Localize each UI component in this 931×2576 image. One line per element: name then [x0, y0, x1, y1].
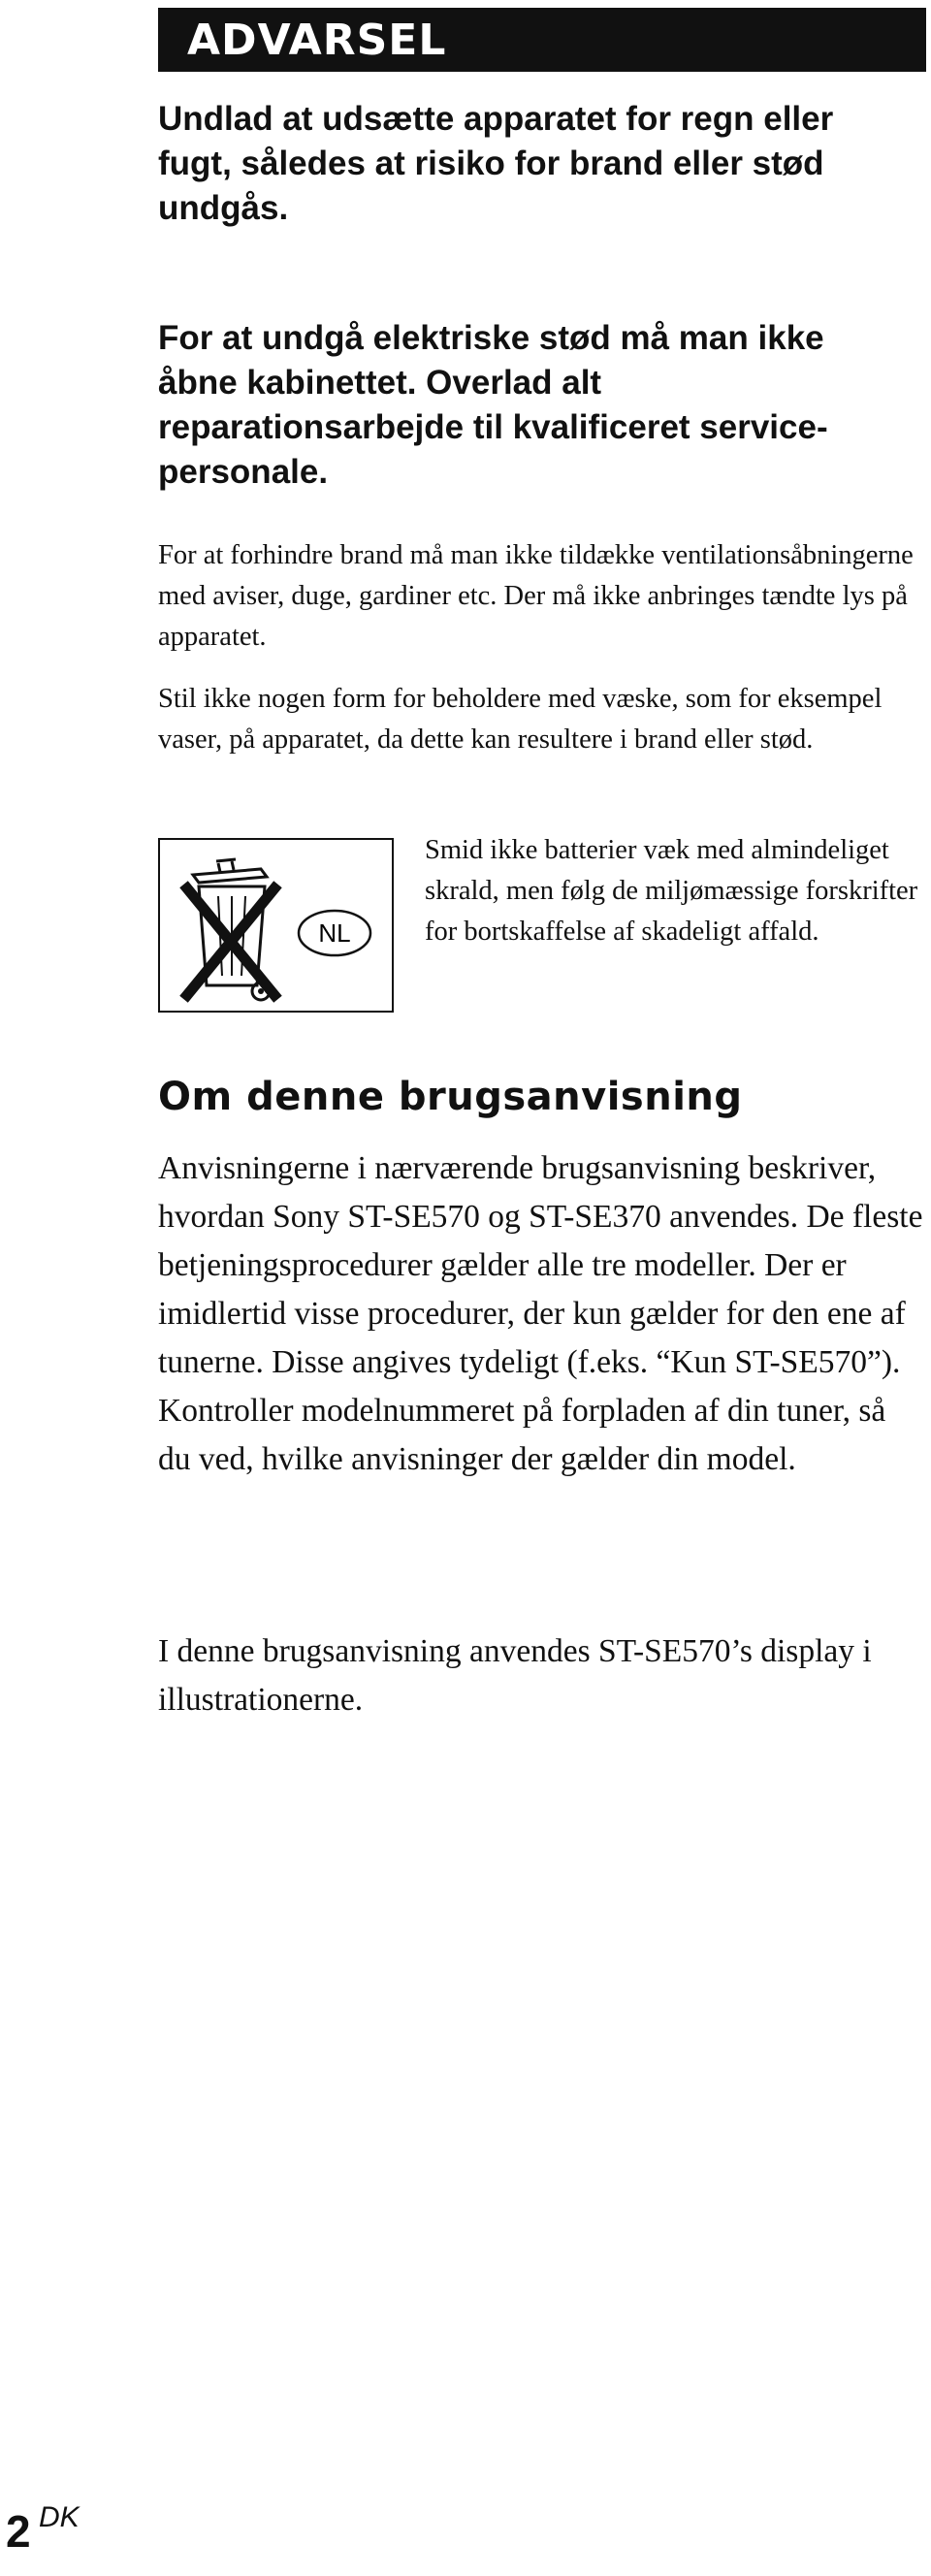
recycle-label: NL [318, 918, 351, 948]
section-heading: Om denne brugsanvisning [158, 1075, 743, 1119]
recycle-symbol-frame [158, 838, 394, 1013]
warning-liquid-containers: Stil ikke nogen form for beholdere med væske, som for eksempel vaser, på apparatet, da dette kan resultere i brand eller stød. [158, 684, 883, 755]
warning-open-cabinet: For at undgå elektriske stød må man ikke åbne kabinettet. Overlad alt reparationsarbejde til kvalificeret service-personale. [158, 319, 828, 491]
warning-title: ADVARSEL [187, 15, 447, 65]
battery-disposal-notice: Smid ikke batterier væk med almindeliget skrald, men følg de miljømæssige forskrifter for bortskaffelse af skadeligt affald. [425, 835, 918, 947]
warning-ventilation: For at forhindre brand må man ikke tildække ventilationsåbningerne med aviser, duge, gardiner etc. Der må ikke anbringes tændte lys på apparatet. [158, 540, 914, 652]
warning-title-bar [158, 8, 926, 72]
warning-rain-moisture: Undlad at udsætte apparatet for regn eller fugt, således at risiko for brand eller stød undgås. [158, 100, 834, 227]
page-language-code: DK [39, 2501, 80, 2533]
manual-intro-paragraph: Anvisningerne i nærværende brugsanvisning beskriver, hvordan Sony ST-SE570 og ST-SE370 anvendes. De fleste betjeningsprocedurer gælder alle tre modeller. Der er imidlertid visse procedurer, der kun gælder for den ene af tunerne. Disse angives tydeligt (f.eks. “Kun ST-SE570”). Kontroller modelnummeret på forpladen af din tuner, så du ved, hvilke anvisninger der gælder din model. [158, 1150, 923, 1477]
crossed-out-wheelie-bin-icon [160, 840, 392, 1011]
manual-display-note: I denne brugsanvisning anvendes ST-SE570’s display i illustrationerne. [158, 1633, 872, 1718]
page-number: 2 [6, 2506, 31, 2557]
